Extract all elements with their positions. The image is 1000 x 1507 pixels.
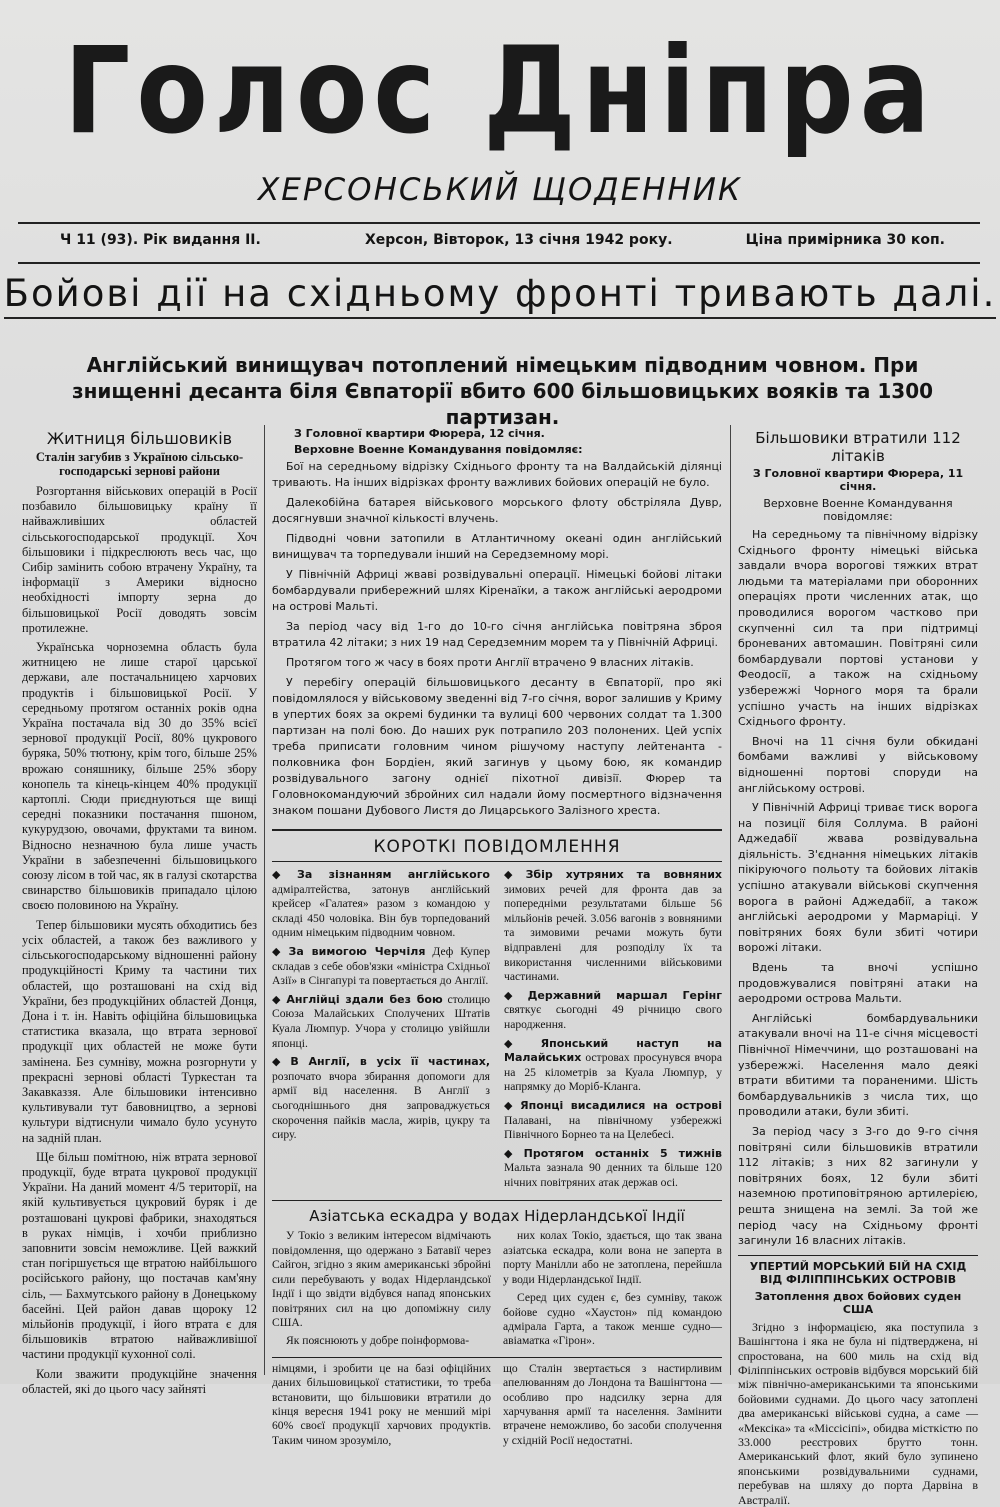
report-paragraph: У Північній Африці жваві розвідувальні операції. Німецькі бойові літаки бомбардували прибережний шлях Кіренаїки, а також англійські аеродроми на острові Мальті.: [272, 568, 722, 613]
battle-body: [738, 1320, 978, 1507]
article-paragraph: У Токіо з великим інтересом відмічають повідомлення, що одержано з Батавії через Сайгон, згідно з яким американські збройні сили перебувають у водах Нідерландської Індії і що звідти відбувся напад японських повітряних сил на цю допоміжну силу США.: [272, 1229, 491, 1329]
news-item: ◆ Англійці здали без бою столицю Союза Малайських Сполучених Штатів Куала Люмпур. Учора у столицю увійшли японці.: [272, 992, 490, 1050]
diamond-bullet-icon: ◆: [504, 1147, 520, 1160]
main-headline-text: Бойові дії на східньому фронті тривають далі.: [4, 272, 997, 319]
news-item: ◆ Державний маршал Герінг святкує сьогодні 49 річницю свого народження.: [504, 988, 722, 1031]
battle-article: [738, 1255, 978, 1507]
diamond-bullet-icon: ◆: [272, 945, 285, 958]
article-dateline: З Головної квартири Фюрера, 11 січня.: [752, 467, 964, 493]
news-item: ◆ В Англії, в усіх її частинах, розпочато вчора збирання допомоги для армії від населення. В Англії з сьогоднішнього дня запроваджується скорочення пайків масла, жирів, цукру та сиру.: [272, 1055, 490, 1142]
continuation-right: [503, 1362, 722, 1452]
hq-report: [272, 459, 722, 819]
news-item: ◆ Японський наступ на Малайських островах просунувся вчора на 25 кілометрів за Куала Люмпур, у напрямку до Моріб-Кланга.: [504, 1036, 722, 1094]
diamond-bullet-icon: ◆: [272, 993, 283, 1006]
main-headline: [0, 272, 1000, 315]
article-title: Житниця більшовиків: [46, 429, 233, 448]
continuation-left: [272, 1362, 491, 1452]
diamond-bullet-icon: ◆: [272, 869, 294, 881]
asia-article: [272, 1229, 722, 1352]
article-paragraph: Серед цих суден є, без сумніву, також бойове судно «Хаустон» під командою адмірала Гарта, а також менше судно—авіаматка «Гірон».: [503, 1291, 722, 1348]
middle-column: [272, 425, 722, 1447]
news-item: ◆ За зізнанням англійського адміралтейства, затонув англійський крейсер «Галатея» разом з командою у складі 450 чоловіка. Він був торпедований одним німецьким підводним човном.: [272, 868, 490, 940]
column-divider: [264, 425, 265, 1375]
sub-headline: Англійський винищувач потоплений німецьким підводним човном. При знищенні десанта біля Євпаторії вбито 600 більшовицьких вояків та 1300 партизан.: [71, 353, 934, 429]
article-paragraph: Коли зважити продукційне значення областей, які до цього часу зайняті: [22, 1366, 257, 1396]
article-paragraph: Як пояснюють у добре поінформова-: [286, 1334, 470, 1348]
left-article: [22, 425, 258, 1396]
news-item: ◆ За вимогою Черчіля Деф Купер складав з себе обов'язки «міністра Східньої Азії» в Сінгапурі та повертається до Англії.: [272, 944, 490, 988]
diamond-bullet-icon: ◆: [272, 1056, 287, 1069]
right-article: [738, 425, 978, 1507]
article-title: Більшовики втратили 112 літаків: [755, 429, 961, 465]
diamond-bullet-icon: ◆: [504, 869, 522, 881]
article-paragraph: У Північній Африці триває тиск ворога на позиції біля Соллума. В районі Аджедабії жвава розвідувальна діяльність. З'єднання німецьких літаків пікіруючого польоту та бойових літаків успішно атакували військові скупчення ворога в районі Аджедабії, а також англійські аеродроми у Мармаріці. У повітряних боях були збиті чотири ворожі літаки.: [738, 801, 978, 955]
article-paragraph: За період часу з 3-го до 9-го січня повітряні сили більшовиків втратили 112 літаків; з них 82 загинули у повітряних боях, 12 були збиті наземною протиповітряною артилерією, решта знищена на землі. За той же період часу на Східньому фронті загинули 16 власних літаків.: [738, 1124, 978, 1248]
info-rule: [18, 262, 980, 264]
short-news: [272, 868, 722, 1194]
top-rule: [18, 222, 980, 224]
column-divider: [730, 425, 731, 1375]
article-paragraph: Українська чорноземна область була житницею не лише старої царської держави, але постачальницею харчових продуктів і більшовицької Росії. У середньому протягом останніх років одна Україна постачала від 30 до 35% всієї зернової продукції Росії, 80% цукрового буряка, 50% тютюну, крім того, більше 25% врожаю соняшнику, більше 25% збору конопель та кінець-кінцем 40% продукції картоплі. Сюди приєднуються ще вищі середні показники постачання пшоном, кукурудзою, овочами, фруктами та вином. Відносно незначною була лише участь України в забезпеченні більшовицького союзу лісом в той час, як в галузі скотарства свинарство більшовиків припадало цілою своєю половиною на Україну.: [22, 640, 258, 913]
short-news-left: [272, 868, 490, 1194]
report-paragraph: У перебігу операцій більшовицького десанту в Євпаторії, про які повідомлялося у військовому зведенні від 7-го січня, ворог залишив у Криму в упертих боях за окремі будинки та вулиці 600 червоних солдат та 1.300 партизан на полі бою. До наших рук потрапило 203 полонених. Цей успіх треба приписати головним чином рішучому наступу лейтенанта - полковника фон Бордіен, який загинув у цьому бою, як командир розвідувального загону однієї піхотної дивізії. Фюрер та Головнокомандуючий збройних сил надали йому посмертного відзначення знаком пошани Дубового Листя до Лицарського Залізного хреста.: [272, 676, 722, 817]
report-paragraph: Підводні човни затопили в Атлантичному океані один англійський винищувач та торпедували інший на Середземному морі.: [272, 532, 722, 561]
article-paragraph: Вночі на 11 січня були обкидані бомбами важливі у військовому відношенні портові споруди на англійському острові.: [738, 734, 978, 795]
diamond-bullet-icon: ◆: [504, 1099, 517, 1112]
battle-subtitle: Затоплення двох бойових суден США: [754, 1289, 962, 1316]
report-paragraph: За період часу від 1-го до 10-го січня англійська повітряна зброя втратила 42 літаки; з них 19 над Середземним морем та у Північній Африці.: [272, 620, 722, 649]
continuation-band: [272, 1357, 722, 1452]
article-subtitle: Сталін загубив з Україною сільсько-господарські зернові райони: [35, 450, 244, 478]
article-intro: Верховне Военне Командування повідомляє:: [763, 497, 953, 523]
report-paragraph: Далекобійна батарея військового морського флоту обстріляла Дувр, досягнувши значної кількості влучень.: [272, 496, 722, 525]
short-news-right: [504, 868, 722, 1194]
issue-number: Ч 11 (93). Рік видання II.: [60, 232, 261, 248]
battle-title: УПЕРТИЙ МОРСЬКИЙ БІЙ НА СХІД ВІД ФІЛІППІНСЬКИХ ОСТРОВІВ: [749, 1259, 967, 1286]
asia-article-left: [272, 1229, 491, 1352]
article-paragraph: них колах Токіо, здається, що так звана азіатська ескадра, коли вона не заперта в порту Манілли або не затоплена, перейшла у води Нідерландської Індії.: [503, 1229, 722, 1286]
asia-article-title: Азіатська ескадра у водах Нідерландської Індії: [272, 1200, 722, 1225]
news-item: ◆ Протягом останніх 5 тижнів Мальта зазнала 90 денних та більше 120 нічних повітряних атак держав осі.: [504, 1146, 722, 1189]
article-paragraph: Тепер більшовики мусять обходитись без усіх областей, а також без важливого у сільськогосподарському відношенні району продукційності Криму та частини тих областей, що розташовані на схід від України, без продукційних областей Донця, Дона і т. ін. Навіть офіційна більшовицька статистика вказала, що втрата зернової продукції цих областей не може бути замінена. Без сумніву, можна розгорнути у прекрасні зернові області Туркестан та Закавказзя. Але більшовики інтенсивно культивували тут бавовництво, а зернові культури відтиснули чимало було усунуто на задній план.: [22, 917, 257, 1145]
article-paragraph: Вдень та вночі успішно продовжувалися повітряні атаки на аеродроми острова Мальти.: [738, 961, 978, 1006]
news-item: ◆ Японці висадилися на острові Палавані, на північному узбережжі Північного Борнео та на Целебесі.: [504, 1098, 722, 1142]
report-paragraph: Протягом того ж часу в боях проти Англії втрачено 9 власних літаків.: [286, 656, 694, 669]
hq-intro: Верховне Военне Командування повідомляє:: [294, 443, 583, 456]
short-news-title: КОРОТКІ ПОВІДОМЛЕННЯ: [272, 829, 722, 862]
news-item: ◆ Збір хутряних та вовняних зимових речей для фронта дав за попередніми результатами більше 56 мільйонів речей. 3.056 вагонів з вовняними та зимовими речами можуть бути відправлені для розподілу їх та використання численними військовими частинами.: [504, 868, 722, 984]
masthead-subtitle: ХЕРСОНСЬКИЙ ЩОДЕННИК: [258, 172, 742, 208]
article-paragraph: Англійські бомбардувальники атакували вночі на 11-е січня місцевості Північної Німеччини, що розташовані на узбережжі. Населення мало деякі втрати вбитими та пораненими. Шість бомбардувальників з числа тих, що проводили атаки, були збиті.: [738, 1011, 978, 1119]
diamond-bullet-icon: ◆: [504, 1037, 537, 1050]
article-paragraph: Розгортання військових операцій в Росії позбавило більшовицьку країну її найважливіших областей сільськогосподарської продукції. Хоч більшовики і підкреслюють весь час, що Сибір замінить собою втрачену Україну, та інформації з Америки відносно необхідності імпорту зерна до більшовицької Росії доводять зовсім протилежне.: [22, 484, 257, 635]
article-paragraph: Згідно з інформацією, яка поступила з Вашінгтона і яка не була ні підтверджена, ні спростована, на 600 миль на схід від Філіппінських островів відбувся морський бій між північно-американськими та японськими бойовими суднами. До цього часу затоплені два американські військові судна, а саме — «Мексіка» та «Міссісіпі», обидва місткістю по 33.000 реєстрових брутто тонн. Американський флот, який було зупинено японськими розвідувальними суднами, перебував на шляху до порта Дарвіна в Австралії.: [738, 1319, 978, 1507]
asia-article-right: [503, 1229, 722, 1352]
diamond-bullet-icon: ◆: [504, 989, 524, 1002]
hq-dateline: З Головної квартири Фюрера, 12 січня.: [294, 427, 545, 440]
article-paragraph: що Сталін звертається з настирливим апелюванням до Лондона та Вашінгтона — особливо про надсилку зерна для харчування армії та населення. Замінити втрачене неможливо, бо засоби сполучення у східній Росії недостатні.: [503, 1361, 722, 1447]
issue-price: Ціна примірника 30 коп.: [745, 232, 945, 248]
article-paragraph: На середньому та північному відрізку Східнього фронту німецькі війська завдали вчора ворогові тяжких втрат людьми та матеріалами при оборонних операціях проти численних атак, що проводилися ворогом частково при скупченні сил та при підтримці броневаних автомашин. Повітряні сили бомбардували портові установи у Феодосії, а також на східньому узбережжі Чорного моря та брали успішно участь на інших відрізках Східнього фронту.: [738, 528, 978, 729]
issue-dateline: Херсон, Вівторок, 13 січня 1942 року.: [365, 232, 673, 248]
masthead-title: Голос Дніпра: [64, 20, 936, 161]
report-paragraph: Бої на середньому відрізку Східнього фронту та на Валдайській ділянці тривають. На інших відрізках фронту важливих бойових операцій не було.: [272, 460, 722, 489]
article-paragraph: німцями, і зробити це на базі офіційних даних більшовицької статистики, то треба встановити, що більшовики втратили до кінця вересня 1941 року не менший мірі 60% своєї продукції харчових продуктів. Таким чином зрозуміло,: [272, 1361, 491, 1447]
article-paragraph: Ще більш помітною, ніж втрата зернової продукції, буде втрата цукрової продукції України. На даний момент 4/5 території, на якій культивується цукровий буряк і де розташовані цукрові фабрики, знаходяться в руках німців, і хочби приблизно заповнити зовсім неможливе. Цей важкий стан погіршується ще втратою найбільшого російського району, що постачав кам'яну сіль, — Бахмутського району в Донецькому басейні. Цей район давав щороку 12 мільйонів продукції, і його втрата є для більшовиків втратою найважливішої частини продукції кухонної солі.: [22, 1149, 257, 1362]
